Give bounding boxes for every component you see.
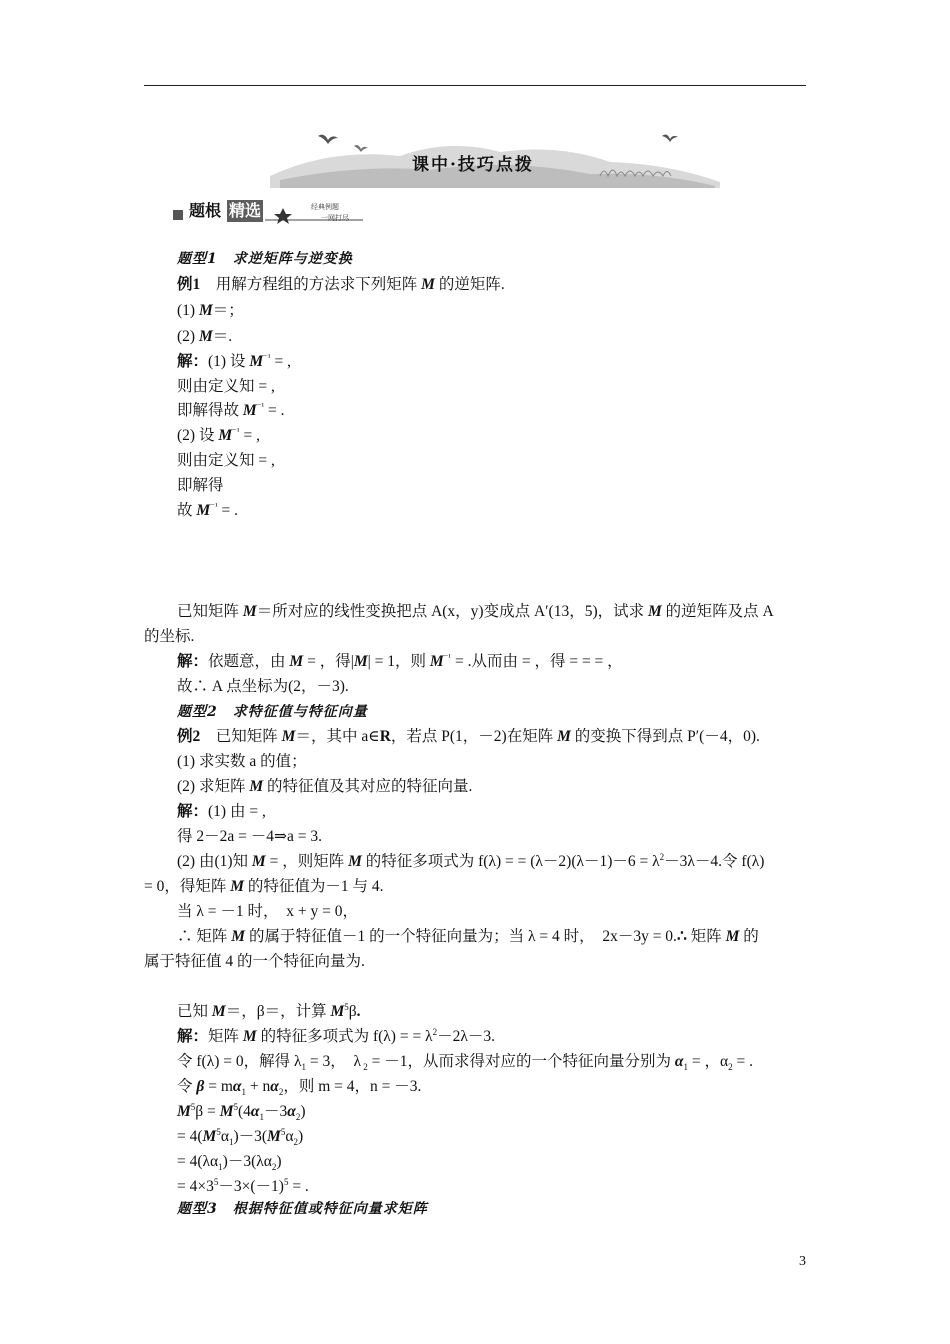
text-segment: ⁻¹ <box>256 400 265 411</box>
text-segment: 令 <box>177 1078 197 1095</box>
text-segment: = .从而由 = ，得 = = = ， <box>451 653 623 670</box>
text-line <box>177 1027 495 1047</box>
text-segment: = . <box>264 402 285 419</box>
text-segment: 的坐标. <box>144 628 195 645</box>
text-segment: M <box>242 603 257 620</box>
text-segment: M <box>177 1103 191 1120</box>
text-line <box>177 1002 361 1022</box>
text-segment: 5 <box>283 1176 289 1187</box>
text-segment: －3×(－1) <box>218 1178 284 1195</box>
text-segment: = 4(λα <box>177 1153 219 1170</box>
bird-icon <box>662 135 678 142</box>
text-segment: 1 <box>683 1062 688 1073</box>
text-line <box>177 401 285 421</box>
text-segment: M <box>218 427 233 444</box>
text-segment: M <box>251 853 266 870</box>
text-segment: (1) 由 = , <box>208 803 266 820</box>
text-segment: α <box>232 1078 242 1095</box>
text-segment: ⁻¹ <box>443 651 452 662</box>
text-segment: α <box>270 1078 279 1095</box>
text-line <box>177 451 275 471</box>
bird-icon <box>318 135 338 144</box>
text-line <box>177 501 238 521</box>
text-segment: (1) 设 <box>208 353 250 370</box>
text-segment: 2 <box>293 1137 298 1148</box>
text-segment: α <box>250 1103 260 1120</box>
sub-banner <box>173 198 393 228</box>
text-segment: M <box>202 1128 217 1145</box>
text-segment: 矩阵 <box>686 928 726 945</box>
text-segment: 2 <box>728 1062 733 1073</box>
text-segment: ) <box>276 1153 282 1170</box>
text-segment: β <box>348 1003 357 1020</box>
text-segment: (2) <box>177 328 199 345</box>
text-line <box>177 752 307 772</box>
text-line <box>177 827 322 847</box>
text-segment: 2 <box>295 1112 301 1123</box>
text-segment: α <box>285 1128 294 1145</box>
top-rule <box>144 85 806 86</box>
text-segment: 解： <box>177 653 209 670</box>
text-segment: ) <box>297 1128 304 1145</box>
text-segment: M <box>289 653 304 670</box>
text-segment: 的特征多项式为 f(λ) = = λ <box>256 1028 433 1045</box>
text-segment: 5 <box>216 1126 221 1137</box>
text-segment: M <box>198 328 213 345</box>
text-line <box>144 627 194 647</box>
text-segment: M <box>249 778 264 795</box>
text-segment: 则由定义知 = , <box>177 452 275 469</box>
text-segment: 解： <box>177 353 209 370</box>
text-segment: ⁻¹ <box>210 500 218 511</box>
text-segment: )－3(λα <box>222 1153 272 1170</box>
text-segment: 2 <box>361 1062 368 1073</box>
text-segment: 依题意，由 <box>208 653 290 670</box>
text-line <box>177 352 291 372</box>
text-segment: 2 <box>432 1026 438 1037</box>
text-segment: 即解得故 <box>177 402 243 419</box>
text-line <box>177 1052 753 1072</box>
text-segment: ＝. <box>212 328 233 345</box>
text-segment: 例1 <box>177 276 201 293</box>
text-segment: 的特征多项式为 f(λ) = = (λ－2)(λ－1)－6 = λ <box>361 853 660 870</box>
text-line <box>177 377 275 397</box>
text-segment: 5 <box>213 1176 219 1187</box>
text-segment: 故∴ A 点坐标为(2，－3). <box>177 678 349 695</box>
text-segment: = 3， λ <box>306 1053 362 1070</box>
text-segment: = －1，从而求得对应的一个特征向量分别为 <box>367 1053 675 1070</box>
text-line <box>177 652 623 672</box>
text-segment: = m <box>204 1078 233 1095</box>
section-heading <box>177 249 353 269</box>
text-segment: M <box>557 728 571 745</box>
text-segment: M <box>421 276 435 293</box>
text-segment: 已知矩阵 <box>177 603 243 620</box>
text-segment: 1 <box>228 1137 234 1148</box>
text-line <box>177 902 358 922</box>
text-segment: 5 <box>190 1101 196 1112</box>
text-segment: 1 <box>301 1062 307 1073</box>
page-number: 3 <box>799 1254 806 1269</box>
sub-banner-label-2: 精选 <box>228 201 261 220</box>
section-heading <box>177 1199 428 1219</box>
text-segment: 解： <box>177 803 209 820</box>
text-segment: = . <box>732 1053 753 1070</box>
text-segment: ＝； <box>212 302 244 319</box>
text-segment: 题型1 求逆矩阵与逆变换 <box>177 251 353 267</box>
text-segment: = , <box>239 427 260 444</box>
text-segment: = 0，得矩阵 <box>144 878 231 895</box>
text-segment: 2 <box>278 1087 284 1098</box>
text-line <box>177 727 760 747</box>
text-segment: ，则 m = 4，n = －3. <box>283 1078 422 1095</box>
text-segment: M <box>281 728 296 745</box>
text-segment: M <box>725 928 740 945</box>
text-segment: M <box>648 603 662 620</box>
text-segment: (2) 由(1)知 <box>177 853 252 870</box>
text-segment: = , <box>270 353 291 370</box>
text-segment: 5 <box>280 1126 286 1137</box>
text-segment: = 4×3 <box>177 1178 214 1195</box>
text-segment: M <box>231 928 246 945</box>
text-segment: ∴ <box>676 928 687 945</box>
text-segment: 的特征值为－1 与 4. <box>244 878 384 895</box>
text-segment: M <box>242 1028 257 1045</box>
bird-icon <box>354 145 368 152</box>
text-line <box>177 602 774 622</box>
text-segment: 的属于特征值－1 的一个特征向量为；当 λ = 4 时， 2x－3y = 0. <box>245 928 677 945</box>
text-segment: M <box>219 1103 234 1120</box>
section-banner-title: 课中·技巧点拨 <box>412 155 534 175</box>
text-segment: ⁻¹ <box>263 351 271 362</box>
text-segment: ＝所对应的线性变换把点 A(x，y)变成点 A′(13，5)，试求 <box>256 603 648 620</box>
sub-banner-note-1: 经典例题 <box>311 203 339 211</box>
text-segment: (2) 求矩阵 <box>177 778 250 795</box>
text-line <box>177 802 266 822</box>
text-segment: β <box>196 1078 205 1095</box>
text-segment: M <box>348 853 362 870</box>
text-segment: ) <box>300 1103 306 1120</box>
text-segment: 的变换下得到点 P′(－4，0). <box>570 728 760 745</box>
text-segment: (1) 求实数 a 的值； <box>177 753 307 770</box>
text-segment: 得 2－2a = －4⇒a = 3. <box>177 828 322 845</box>
text-segment: M <box>198 302 213 319</box>
sub-banner-note-2: 一网打尽 <box>321 214 349 222</box>
text-segment: M <box>230 878 245 895</box>
text-segment: 5 <box>233 1101 238 1112</box>
text-segment: α <box>220 1128 229 1145</box>
text-line <box>177 1102 306 1122</box>
text-line <box>177 426 260 446</box>
text-segment: = ，得| <box>303 653 354 670</box>
text-segment: M <box>330 1003 345 1020</box>
text-line <box>177 677 349 697</box>
text-segment: (4 <box>237 1103 251 1120</box>
text-segment: = 4( <box>177 1128 203 1145</box>
text-segment: α <box>674 1053 684 1070</box>
text-segment: 5 <box>344 1001 349 1012</box>
text-segment: 例2 <box>177 728 201 745</box>
sub-banner-label-1: 题根 <box>188 201 221 220</box>
text-segment: 即解得 <box>177 477 224 494</box>
text-segment: 1 <box>241 1087 246 1098</box>
text-segment: 的特征值及其对应的特征向量. <box>263 778 473 795</box>
section-heading <box>177 702 368 722</box>
text-segment: 的逆矩阵及点 A <box>661 603 774 620</box>
text-segment: M <box>196 502 211 519</box>
text-line <box>177 301 244 321</box>
text-segment: M <box>353 653 368 670</box>
text-segment: 2 <box>659 851 665 862</box>
text-line <box>177 1077 421 1097</box>
text-segment: 1 <box>218 1162 223 1173</box>
text-segment: 用解方程组的方法求下列矩阵 <box>200 276 422 293</box>
text-segment: = ，α <box>687 1053 729 1070</box>
text-line <box>177 327 232 347</box>
text-segment: R <box>379 728 391 745</box>
text-segment: －3λ－4.令 f(λ) <box>664 853 765 870</box>
text-segment: )－3( <box>233 1128 268 1145</box>
text-segment: 故 <box>177 502 197 519</box>
text-segment: M <box>211 1003 226 1020</box>
text-segment: 则由定义知 = , <box>177 378 275 395</box>
text-segment: ＝，其中 a∈ <box>295 728 380 745</box>
text-segment: ⁻¹ <box>232 425 240 436</box>
text-line <box>177 852 764 872</box>
text-segment: M <box>429 653 444 670</box>
text-segment: (2) 设 <box>177 427 219 444</box>
text-segment: 令 f(λ) = 0，解得 λ <box>177 1053 302 1070</box>
text-segment: 属于特征值 4 的一个特征向量为. <box>144 953 365 970</box>
text-segment: (1) <box>177 302 199 319</box>
text-line <box>144 952 365 972</box>
text-segment: 1 <box>259 1112 264 1123</box>
text-segment: M <box>249 353 264 370</box>
text-line <box>177 1177 309 1197</box>
text-segment: + n <box>245 1078 271 1095</box>
text-segment: 题型2 求特征值与特征向量 <box>177 704 368 720</box>
text-line <box>177 927 759 947</box>
text-segment: ∴ 矩阵 <box>177 928 232 945</box>
text-segment: －3 <box>263 1103 288 1120</box>
text-segment: 已知 <box>177 1003 212 1020</box>
text-segment: β = <box>195 1103 220 1120</box>
text-line <box>177 777 472 797</box>
text-segment: | = 1，则 <box>367 653 430 670</box>
text-line <box>177 275 505 295</box>
text-segment: 的逆矩阵. <box>434 276 505 293</box>
text-segment: －2λ－3. <box>437 1028 495 1045</box>
text-segment: 的 <box>739 928 759 945</box>
text-segment: 题型3 根据特征值或特征向量求矩阵 <box>177 1201 428 1217</box>
text-segment: = . <box>217 502 239 519</box>
text-line <box>144 877 384 897</box>
text-segment: 已知矩阵 <box>200 728 282 745</box>
text-segment: M <box>242 402 257 419</box>
text-segment: α <box>287 1103 296 1120</box>
text-segment: 当 λ = －1 时， x + y = 0， <box>177 903 358 920</box>
text-segment: 2 <box>271 1162 277 1173</box>
text-segment: M <box>267 1128 281 1145</box>
text-segment: 矩阵 <box>208 1028 243 1045</box>
text-segment: ，若点 P(1，－2)在矩阵 <box>390 728 558 745</box>
text-segment: = ，则矩阵 <box>265 853 349 870</box>
text-segment: 解： <box>177 1028 209 1045</box>
text-line <box>177 476 224 496</box>
text-segment: . <box>356 1003 361 1020</box>
text-segment: ＝，β＝，计算 <box>225 1003 331 1020</box>
text-segment: = . <box>288 1178 309 1195</box>
text-line <box>177 1152 282 1172</box>
text-line <box>177 1127 303 1147</box>
star-icon <box>274 208 292 224</box>
